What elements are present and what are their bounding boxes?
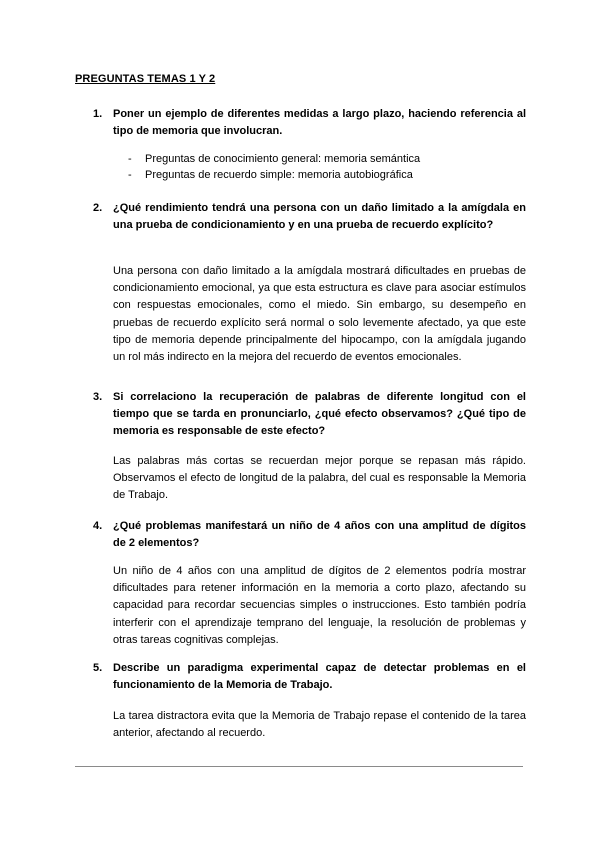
- question-text-4: ¿Qué problemas manifestará un niño de 4 años con una amplitud de dígitos de 2 elementos?: [113, 520, 526, 549]
- question-text-3: Si correlaciono la recuperación de palabras de diferente longitud con el tiempo que se tarda en pronunciarlo, ¿qué efecto observamos? ¿Qué tipo de memoria es responsable de este efecto?: [113, 391, 526, 437]
- bullet-text: Preguntas de conocimiento general: memoria semántica: [145, 153, 421, 165]
- answer-text-5: La tarea distractora evita que la Memoria de Trabajo repase el contenido de la tarea anterior, afectando al recuerdo.: [113, 710, 526, 740]
- question-text-1: Poner un ejemplo de diferentes medidas a largo plazo, haciendo referencia al tipo de memoria que involucran.: [113, 108, 526, 137]
- bullet-text: Preguntas de recuerdo simple: memoria autobiográfica: [145, 169, 413, 181]
- question-number-1: 1.: [93, 108, 103, 120]
- footer-divider: [75, 766, 523, 767]
- question-number-3: 3.: [93, 391, 103, 403]
- question-text-5: Describe un paradigma experimental capaz de detectar problemas en el funcionamiento de la Memoria de Trabajo.: [113, 662, 526, 691]
- page-title: PREGUNTAS TEMAS 1 Y 2: [75, 73, 216, 85]
- question-number-4: 4.: [93, 520, 103, 532]
- question-number-5: 5.: [93, 662, 103, 674]
- question-number-2: 2.: [93, 202, 103, 214]
- answer-text-3: Las palabras más cortas se recuerdan mejor porque se repasan más rápido. Observamos el efecto de longitud de la palabra, del cual es responsable la Memoria de Trabajo.: [113, 455, 526, 502]
- answer-text-2: Una persona con daño limitado a la amígdala mostrará dificultades en pruebas de condicionamiento emocional, ya que esta estructura es clave para asociar estímulos con respuestas emocionales, como el miedo. Sin embargo, su desempeño en pruebas de recuerdo explícito será normal o solo levemente afectado, ya que este tipo de memoria depende principalmente del hipocampo, con la amígdala jugando un rol más indirecto en la mejora del recuerdo de eventos emocionales.: [113, 265, 526, 364]
- list-item: [128, 167, 420, 183]
- answer-text-4: Un niño de 4 años con una amplitud de dígitos de 2 elementos podría mostrar dificultades para retener información en la memoria a corto plazo, afectando su capacidad para recordar secuencias simples o instrucciones. Esto también podría interferir con el aprendizaje temprano del lenguaje, la resolución de problemas y otras tareas cognitivas complejas.: [113, 565, 526, 646]
- bullet-dash: -: [128, 153, 132, 165]
- bullet-dash: -: [128, 169, 132, 181]
- answer-bullet-list-1: [128, 151, 420, 183]
- list-item: [128, 151, 420, 167]
- question-text-2: ¿Qué rendimiento tendrá una persona con un daño limitado a la amígdala en una prueba de condicionamiento y en una prueba de recuerdo explícito?: [113, 202, 526, 231]
